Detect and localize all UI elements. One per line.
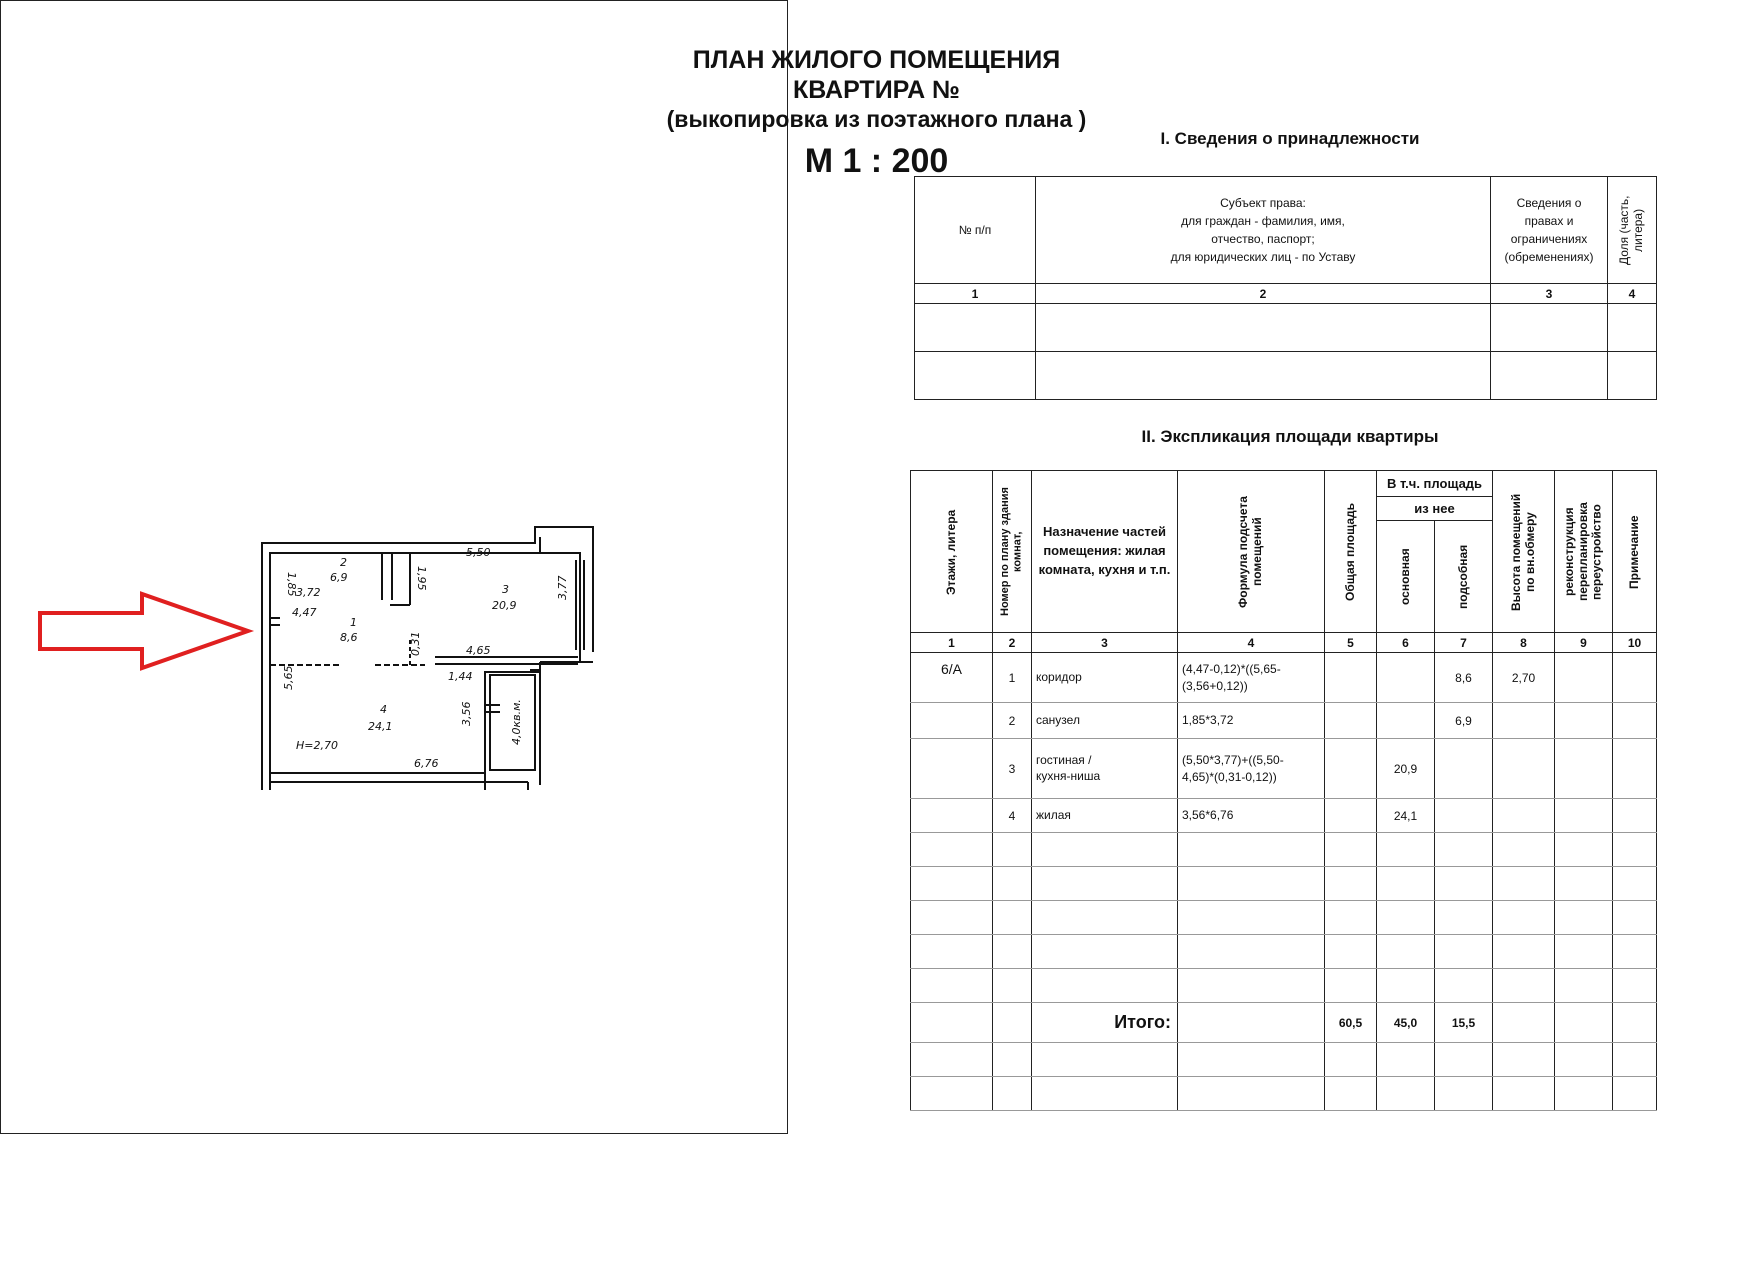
table-row (911, 703, 1657, 739)
plan-scale: М 1 : 200 (804, 142, 949, 180)
empty-cell (1493, 1003, 1555, 1043)
empty-cell (1325, 867, 1377, 901)
empty-cell (911, 739, 993, 799)
room-1-number: 1 (350, 616, 357, 629)
empty-cell (1377, 935, 1435, 969)
empty-cell (1613, 799, 1657, 833)
ceiling-height: Н=2,70 (296, 739, 338, 752)
empty-cell (1377, 833, 1435, 867)
height-cell (1493, 703, 1555, 739)
col-floor-header: Этажи, литера (911, 471, 993, 633)
total-aux-area: 15,5 (1435, 1003, 1493, 1043)
empty-cell (993, 969, 1032, 1003)
rights-line-1: Сведения о (1516, 196, 1582, 210)
dim-356: 3,56 (460, 701, 473, 726)
dim-447: 4,47 (292, 606, 317, 619)
empty-cell (1555, 833, 1613, 867)
col-num-4: 4 (1178, 633, 1325, 653)
empty-cell (1613, 739, 1657, 799)
col-aux-header: подсобная (1435, 521, 1493, 633)
empty-cell (1032, 1043, 1178, 1077)
main-area: 20,9 (1377, 739, 1435, 799)
col-rights-header (1491, 177, 1608, 284)
room-name: коридор (1032, 653, 1178, 703)
subject-line-2: для граждан - фамилия, имя, (1181, 214, 1345, 228)
col-num-5: 5 (1325, 633, 1377, 653)
empty-cell (1032, 833, 1178, 867)
empty-cell (911, 833, 993, 867)
empty-cell (911, 1003, 993, 1043)
empty-cell (1493, 1043, 1555, 1077)
empty-cell (911, 969, 993, 1003)
table-row (911, 653, 1657, 703)
subject-line-1: Субъект права: (1220, 196, 1306, 210)
empty-cell (1555, 799, 1613, 833)
empty-cell (1555, 1003, 1613, 1043)
aux-area (1435, 739, 1493, 799)
empty-cell (1325, 833, 1377, 867)
empty-cell (1325, 799, 1377, 833)
empty-cell (993, 1077, 1032, 1111)
empty-cell (1613, 1043, 1657, 1077)
empty-cell (911, 901, 993, 935)
empty-cell (1178, 1077, 1325, 1111)
empty-cell (1032, 901, 1178, 935)
dim-550: 5,50 (466, 546, 491, 559)
empty-cell (911, 703, 993, 739)
dim-195: 1,95 (415, 566, 428, 591)
empty-cell (1493, 969, 1555, 1003)
empty-cell (1493, 867, 1555, 901)
formula-cell: (4,47-0,12)*((5,65- (3,56+0,12)) (1178, 653, 1325, 703)
section1-title: I. Сведения о принадлежности (1160, 129, 1420, 148)
empty-cell (1493, 935, 1555, 969)
total-area: 60,5 (1325, 1003, 1377, 1043)
empty-cell (1435, 935, 1493, 969)
ownership-table (914, 176, 1657, 400)
explication-table (910, 470, 1657, 1111)
empty-cell (993, 1043, 1032, 1077)
empty-cell (1325, 935, 1377, 969)
empty-cell (1555, 1043, 1613, 1077)
height-cell: 2,70 (1493, 653, 1555, 703)
dim-031: 0,31 (409, 631, 422, 656)
plan-subtitle: (выкопировка из поэтажного плана ) (666, 106, 1087, 132)
empty-cell (1555, 969, 1613, 1003)
empty-cell (1435, 901, 1493, 935)
table-row (911, 799, 1657, 833)
col-num-2: 2 (993, 633, 1032, 653)
height-cell (1493, 799, 1555, 833)
empty-cell (1555, 901, 1613, 935)
aux-area: 8,6 (1435, 653, 1493, 703)
empty-cell (1435, 1077, 1493, 1111)
col-formula-header: Формула подсчета помещений (1178, 471, 1325, 633)
formula-cell: (5,50*3,77)+((5,50- 4,65)*(0,31-0,12)) (1178, 739, 1325, 799)
col-main-header: основная (1377, 521, 1435, 633)
empty-cell (1178, 901, 1325, 935)
empty-cell (911, 799, 993, 833)
empty-cell (1608, 352, 1657, 400)
dim-144: 1,44 (448, 670, 473, 683)
empty-cell (993, 901, 1032, 935)
col-num-3: 3 (1032, 633, 1178, 653)
empty-cell (993, 867, 1032, 901)
empty-cell (1555, 867, 1613, 901)
dim-185: 1,85 (285, 572, 298, 597)
empty-cell (1555, 935, 1613, 969)
empty-cell (911, 867, 993, 901)
dim-465: 4,65 (466, 644, 491, 657)
empty-cell (1032, 1077, 1178, 1111)
room-4-area: 24,1 (368, 720, 393, 733)
empty-cell (1178, 833, 1325, 867)
empty-cell (1178, 969, 1325, 1003)
empty-cell (1555, 703, 1613, 739)
main-area (1377, 653, 1435, 703)
empty-cell (1493, 1077, 1555, 1111)
empty-cell (1325, 703, 1377, 739)
empty-cell (1178, 1003, 1325, 1043)
room-name: санузел (1032, 703, 1178, 739)
room-2-area: 6,9 (330, 571, 348, 584)
col-num-3: 3 (1491, 284, 1608, 304)
empty-cell (1325, 739, 1377, 799)
col-num-6: 6 (1377, 633, 1435, 653)
empty-cell (1178, 867, 1325, 901)
empty-cell (1036, 352, 1491, 400)
col-num-8: 8 (1493, 633, 1555, 653)
room-4-number: 4 (380, 703, 387, 716)
empty-cell (1377, 1043, 1435, 1077)
rights-line-2: правах и (1524, 214, 1574, 228)
total-label: Итого: (1032, 1003, 1178, 1043)
empty-cell (1435, 833, 1493, 867)
section2-title: II. Экспликация площади квартиры (1141, 427, 1439, 446)
main-area (1377, 703, 1435, 739)
empty-cell (993, 833, 1032, 867)
row-number: 3 (993, 739, 1032, 799)
empty-cell (1325, 1043, 1377, 1077)
col-of-it-header: из нее (1377, 497, 1493, 521)
col-subject-header (1036, 177, 1491, 284)
col-height-header: Высота помещений по вн.обмеру (1493, 471, 1555, 633)
empty-cell (915, 352, 1036, 400)
empty-cell (1608, 304, 1657, 352)
total-row (911, 1003, 1657, 1043)
main-area: 24,1 (1377, 799, 1435, 833)
plan-title: ПЛАН ЖИЛОГО ПОМЕЩЕНИЯ (692, 46, 1061, 74)
empty-cell (1377, 901, 1435, 935)
empty-cell (1032, 867, 1178, 901)
rights-line-4: (обременениях) (1504, 250, 1594, 264)
room-2-number: 2 (340, 556, 347, 569)
empty-cell (1555, 1077, 1613, 1111)
aux-area (1435, 799, 1493, 833)
dim-676: 6,76 (414, 757, 439, 770)
empty-cell (1178, 1043, 1325, 1077)
formula-cell: 3,56*6,76 (1178, 799, 1325, 833)
height-cell (1493, 739, 1555, 799)
row-number: 2 (993, 703, 1032, 739)
empty-cell (1493, 833, 1555, 867)
room-3-number: 3 (502, 583, 509, 596)
empty-cell (993, 1003, 1032, 1043)
dim-565: 5,65 (282, 665, 295, 690)
formula-cell: 1,85*3,72 (1178, 703, 1325, 739)
table-row (911, 739, 1657, 799)
empty-cell (1613, 867, 1657, 901)
dim-377: 3,77 (556, 575, 569, 600)
empty-cell (1613, 653, 1657, 703)
empty-cell (1377, 969, 1435, 1003)
col-num-4: 4 (1608, 284, 1657, 304)
empty-cell (1555, 653, 1613, 703)
col-reconstruction-header: реконструкция перепланировка переустройство (1555, 471, 1613, 633)
empty-cell (1178, 935, 1325, 969)
col-purpose-header: Назначение частей помещения: жилая комната, кухня и т.п. (1032, 471, 1178, 633)
empty-cell (1491, 304, 1608, 352)
empty-cell (1325, 1077, 1377, 1111)
row-number: 4 (993, 799, 1032, 833)
floor-cell: 6/А (911, 653, 993, 703)
col-plan-number-header: Номер по плану здания комнат, (993, 471, 1032, 633)
empty-cell (911, 935, 993, 969)
col-num-1: 1 (911, 633, 993, 653)
col-total-area-header: Общая площадь (1325, 471, 1377, 633)
empty-cell (911, 1043, 993, 1077)
empty-cell (1491, 352, 1608, 400)
empty-cell (1613, 833, 1657, 867)
total-main-area: 45,0 (1377, 1003, 1435, 1043)
empty-cell (1377, 867, 1435, 901)
empty-cell (1032, 969, 1178, 1003)
col-note-header: Примечание (1613, 471, 1657, 633)
dim-372: 3,72 (296, 586, 321, 599)
rights-line-3: ограничениях (1510, 232, 1588, 246)
room-name: жилая (1032, 799, 1178, 833)
empty-cell (1613, 1003, 1657, 1043)
empty-cell (1613, 969, 1657, 1003)
subject-line-4: для юридических лиц - по Уставу (1170, 250, 1356, 264)
col-num-10: 10 (1613, 633, 1657, 653)
col-num-1: 1 (915, 284, 1036, 304)
empty-cell (1613, 703, 1657, 739)
empty-cell (1435, 867, 1493, 901)
empty-cell (1325, 969, 1377, 1003)
red-arrow-icon (40, 594, 248, 668)
empty-cell (993, 935, 1032, 969)
empty-cell (1036, 304, 1491, 352)
empty-cell (1555, 739, 1613, 799)
col-number-header: № п/п (915, 177, 1036, 284)
empty-cell (1613, 935, 1657, 969)
apartment-number-label: КВАРТИРА № (792, 76, 961, 104)
empty-cell (915, 304, 1036, 352)
empty-cell (1435, 969, 1493, 1003)
balcony-area: 4,0кв.м. (510, 699, 523, 745)
subject-line-3: отчество, паспорт; (1211, 232, 1315, 246)
empty-cell (1032, 935, 1178, 969)
aux-area: 6,9 (1435, 703, 1493, 739)
row-number: 1 (993, 653, 1032, 703)
room-name: гостиная / кухня-ниша (1032, 739, 1178, 799)
empty-cell (1613, 1077, 1657, 1111)
empty-cell (911, 1077, 993, 1111)
col-num-2: 2 (1036, 284, 1491, 304)
col-share-header: Доля (часть, литера) (1608, 177, 1657, 284)
empty-cell (1435, 1043, 1493, 1077)
col-including-header: В т.ч. площадь (1377, 471, 1493, 497)
empty-cell (1325, 653, 1377, 703)
empty-cell (1493, 901, 1555, 935)
empty-cell (1377, 1077, 1435, 1111)
col-num-9: 9 (1555, 633, 1613, 653)
room-3-area: 20,9 (492, 599, 517, 612)
room-1-area: 8,6 (340, 631, 358, 644)
empty-cell (1325, 901, 1377, 935)
empty-cell (1613, 901, 1657, 935)
col-num-7: 7 (1435, 633, 1493, 653)
